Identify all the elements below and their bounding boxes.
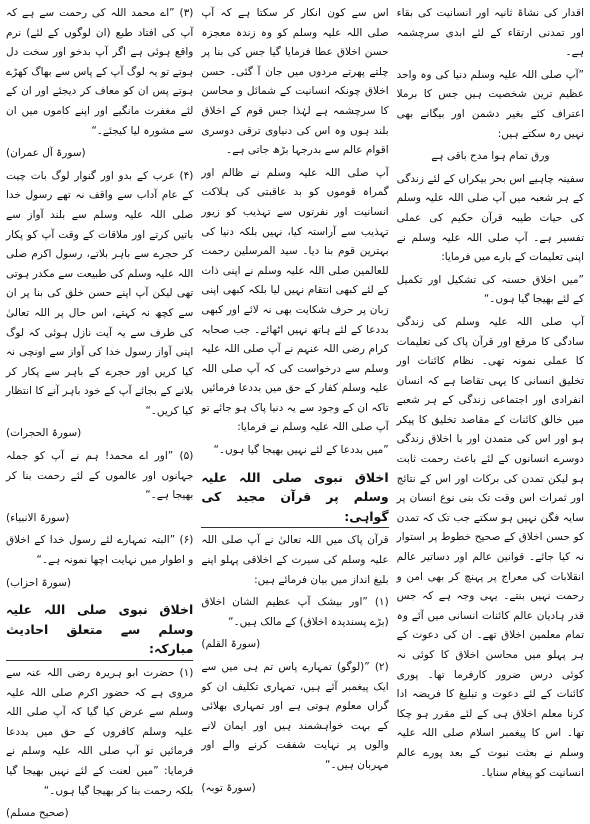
verse-reference: (سورۃ الانبیاء) (6, 511, 70, 524)
hadith: (۱) حضرت ابو ہریرہ رضی اللہ عنہ سے مروی ہے کہ حضور اکرم صلی اللہ علیہ وسلم سے عرض کیا گیا کہ آپ صلی اللہ علیہ وسلم کافروں کے حق میں بددعا فرمائیں تو آپ صلی اللہ علیہ وسلم نے فرمایا: ”میں لعنت کے لئے نہیں بھیجا گیا بلکہ رحمت بنا کر بھیجا گیا ہوں۔“ (6, 667, 194, 797)
verse-reference: (سورۃ الحجرات) (6, 427, 82, 440)
section-heading: اخلاق نبوی صلی اللہ علیہ وسلم سے متعلق احادیث مبارکہ: (6, 600, 193, 661)
text-columns (6, 4, 584, 820)
verse: (۳) ”اے محمد اللہ کی رحمت سے ہے کہ آپ کی افتاد طبع (ان لوگوں کے لئے) نرم واقع ہوئی ہے اگر آپ بدخو اور سخت دل ہوتے تو یہ لوگ آپ کے پاس سے بھاگ کھڑے ہوتے پس ان کو معاف کر دیجئے اور ان کے لئے مغفرت مانگیے اور اپنے کاموں میں ان سے مشورہ لیا کیجئے۔“ (6, 7, 194, 137)
hadith-reference: (صحیح مسلم) (6, 807, 69, 820)
poem-line: ورق تمام ہوا مدح باقی ہے (431, 150, 550, 163)
verse: (۲) ”(لوگو) تمہارے پاس تم ہی میں سے ایک پیغمبر آئے ہیں، تمہاری تکلیف ان کو گراں معلوم ہوتی ہے اور تمہاری بھلائی کے بہت خواہشمند ہیں اور ایمان لانے والوں پر نہایت شفقت کرنے والے اور مہربان ہیں۔“ (201, 661, 389, 771)
paragraph: ”آپ صلی اللہ علیہ وسلم دنیا کی وہ واحد عظیم ترین شخصیت ہیں جس کا برملا اعتراف کئے بغیر دشمن اور بیگانے بھی نہیں رہ سکتے ہیں: (396, 68, 584, 140)
verse-reference: (سورۃ احزاب) (6, 576, 71, 589)
column-middle (201, 4, 389, 794)
quote: ”میں بددعا کے لئے نہیں بھیجا گیا ہوں۔“ (213, 444, 389, 457)
column-right (396, 4, 584, 779)
verse: (۵) ”اور اے محمد! ہم نے آپ کو جملہ جہانوں اور عالموں کے لئے رحمت بنا کر بھیجا ہے۔“ (6, 450, 194, 502)
paragraph: آپ صلی اللہ علیہ وسلم نے ظالم اور گمراہ قوموں کو بد عاقبتی کی ہلاکت انسانیت اور نفرتوں سے تہذیب کو زیور تہذیب سے آراستہ کیا، نہیں بلکہ دنیا کی بہترین قوم بنا دیا۔ سید المرسلین رحمت للعالمین صلی اللہ علیہ وسلم نے اپنی ذات کے لئے کبھی انتقام نہیں لیا بلکہ کبھی اپنی زبان پر حرف شکایت بھی نہ لائے اور کبھی بددعا کے لئے ہاتھ نہیں اٹھائے۔ جب صحابہ کرام رضی اللہ عنہم نے آپ صلی اللہ علیہ وسلم سے درخواست کی کہ آپ صلی اللہ علیہ وسلم کفار کے حق میں بددعا فرمائیں تاکہ ان کے وجود سے یہ دنیا پاک ہو جائے تو آپ صلی اللہ علیہ وسلم نے فرمایا: (201, 166, 389, 434)
verse: (۴) عرب کے بدو اور گنوار لوگ بات چیت کے عام آداب سے واقف نہ تھے رسول خدا صلی اللہ علیہ وسلم سے بلند آواز سے باتیں کرتے اور ملاقات کے وقت آپ کو پکار کر حجرے سے باہر بلاتے، رسول اکرم صلی اللہ علیہ وسلم کی طبیعت سے مکدر ہوتی تھی لیکن آپ اپنے حسن خلق کی بنا پر ان سے کچھ نہ کہتے، اس حال پر اللہ تعالیٰ کی طرف سے یہ آیت نازل ہوئی کہ لوگ اپنی آواز رسول خدا کی آواز سے اونچی نہ کیا کریں اور حجرے کے باہر سے پکار کر بلانے کے بجائے آپ کے خود باہر آنے کا انتظار کیا کریں۔“ (6, 169, 194, 417)
verse: (۱) ”اور بیشک آپ عظیم الشان اخلاق (بڑے پسندیدہ اخلاق) کے مالک ہیں۔“ (201, 596, 389, 628)
paragraph: قرآن پاک میں اللہ تعالیٰ نے آپ صلی اللہ علیہ وسلم کی سیرت کے اخلاقی پہلو اپنے بلیغ انداز میں بیان فرمائے ہیں: (201, 534, 389, 586)
paragraph: اقدار کی نشاۃ ثانیہ اور انسانیت کی بقاء اور تمدنی ارتقاء کے لئے ابدی سرچشمہ ہے۔ (396, 7, 584, 59)
paragraph: سفینہ چاہیے اس بحر بیکراں کے لئے زندگی کے ہر شعبہ میں آپ صلی اللہ علیہ وسلم کی حیات طیبہ قرآن حکیم کی عملی تفسیر ہے۔ آپ صلی اللہ علیہ وسلم نے اپنی تعلیمات کے بارے میں فرمایا: (396, 172, 584, 264)
verse: (۶) ”البتہ تمہارے لئے رسول خدا کے اخلاق و اطوار میں نہایت اچھا نمونہ ہے۔“ (6, 534, 194, 567)
quote: ”میں اخلاق حسنہ کی تشکیل اور تکمیل کے لئے بھیجا گیا ہوں۔“ (396, 273, 584, 306)
section-heading: اخلاق نبوی صلی اللہ علیہ وسلم پر قرآن مجید کی گواہی: (201, 468, 388, 529)
paragraph: آپ صلی اللہ علیہ وسلم کی زندگی سادگی کا مرقع اور قرآن پاک کی تعلیمات کا عملی نمونہ تھی۔ نظام کائنات اور تخلیق انسانی کا یہی تقاضا ہے کہ انسان انفرادی اور اجتماعی زندگی کے ہر شعبے میں خالق کائنات کے مقاصد تخلیق کا پیکر ہو اور اس کی متمدن اور با اخلاق زندگی دوسرے انسانوں کے لئے باعث رحمت ثابت ہو لیکن تمدن کی برکات اور اس کے نتائج اور ثمرات اس وقت تک بنی نوع انسان پر سایہ فگن نہیں ہو سکتے جب تک کہ تمدن کو حسن اخلاق کے صحیح خطوط پر استوار نہ کیا جائے۔ قوانین عالم اور دساتیر عالم انقلابات کی معراج پر پہنچ کر بھی امن و رحمت نہیں بنتے۔ یہی وجہ ہے کہ جس قدر ہادیان عالم کائنات انسانی میں آئے وہ تمام معلمین اخلاق تھے۔ ان کی دعوت کے ہر پہلو میں محاسن اخلاق کا کوئی نہ کوئی درس ضرور کارفرما تھا۔ پوری کائنات کے لئے دعوت و تبلیغ کا فریضہ ادا کرنا معلم اخلاق ہی کے لئے مقرر ہو چکا تھا۔ اس کا پیغمبر اسلام صلی اللہ علیہ وسلم نے بعثت نبوت کے بعد پورے عالم انسانیت کو پیغام سنایا۔ (396, 315, 584, 779)
paragraph: اس سے کون انکار کر سکتا ہے کہ آپ صلی اللہ علیہ وسلم کو وہ زندہ معجزہ حسن اخلاق عطا فرمایا گیا جس کی بنا پر چلتے پھرتے مردوں میں جان آ گئی۔ حسن اخلاق چونکہ انسانیت کے شمائل و محاسن کا سرچشمہ ہے لہٰذا جس قوم کے اخلاق بلند ہوں وہ اس کی دنیاوی ترقی دوسری اقوام عالم سے بدرجہا بڑھ جاتی ہے۔ (201, 7, 389, 157)
verse-reference: (سورۃ آل عمران) (6, 147, 86, 160)
verse-reference: (سورۃ توبہ) (201, 781, 256, 794)
column-left (6, 4, 194, 820)
verse-reference: (سورۃ القلم) (201, 638, 261, 651)
